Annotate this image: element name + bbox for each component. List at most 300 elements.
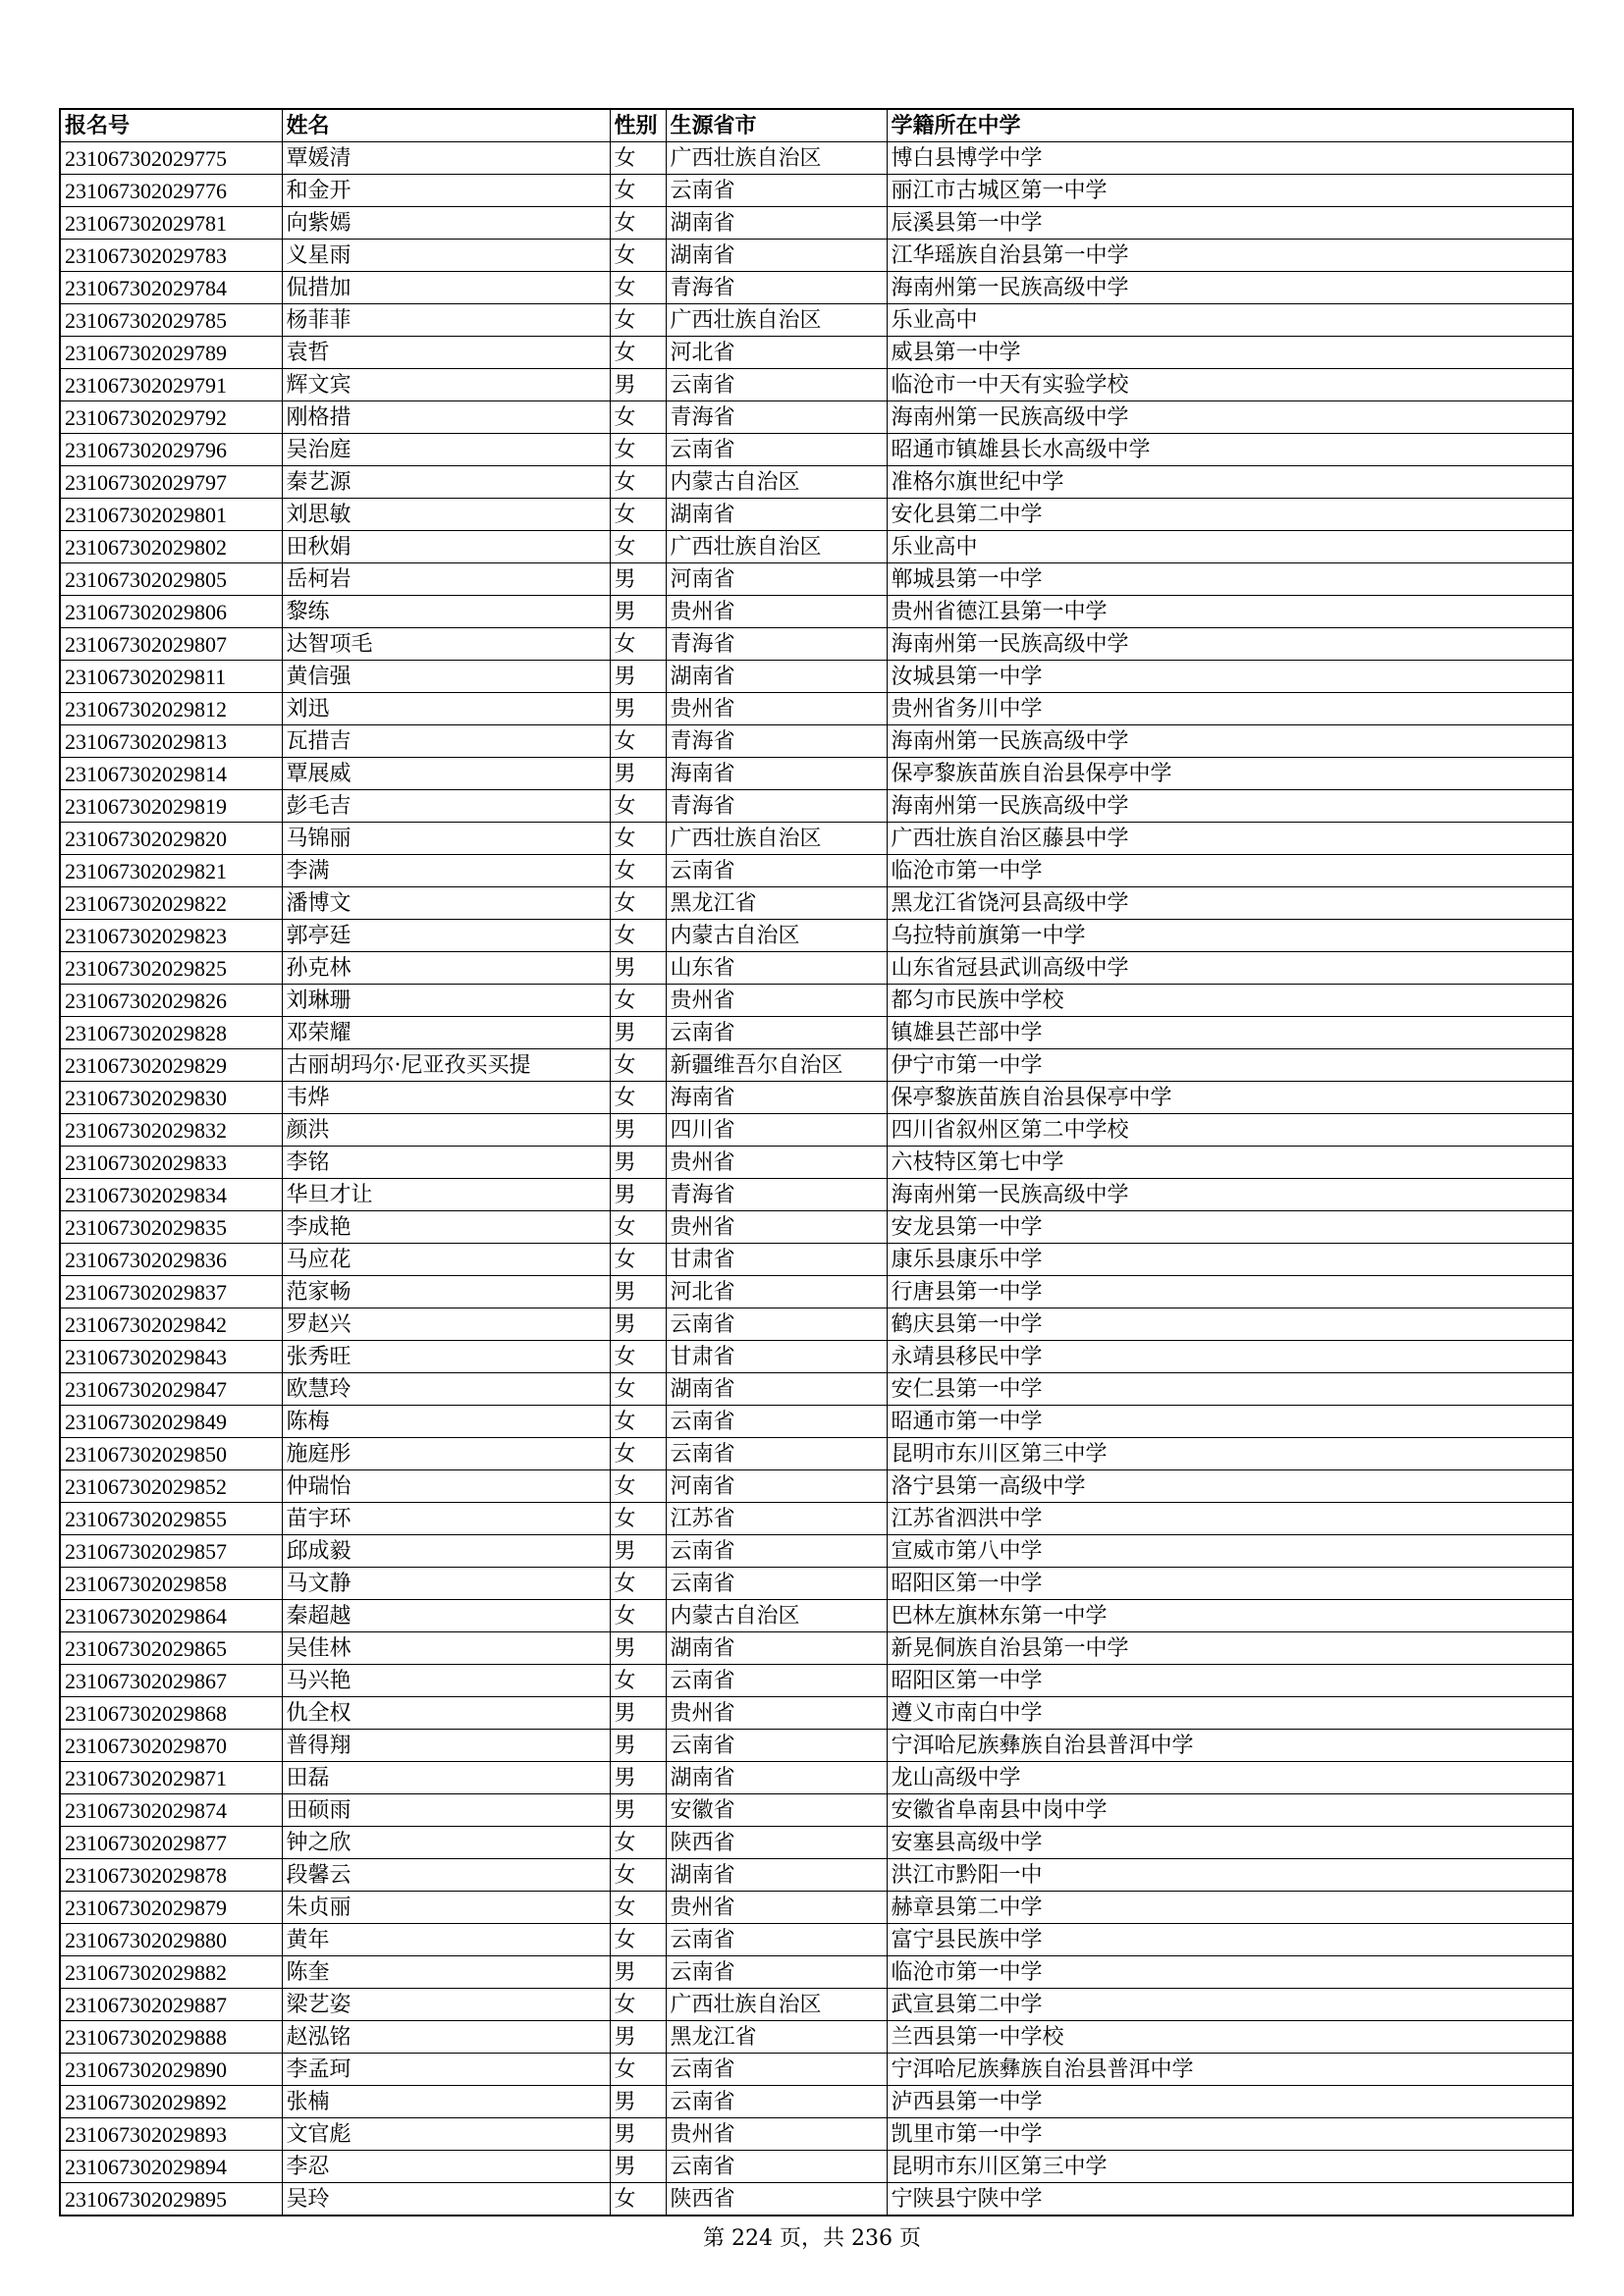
registration-number-cell: 231067302029834 [60,1179,282,1211]
name-cell: 辉文宾 [282,369,610,401]
gender-cell: 男 [610,1179,666,1211]
table-row [60,207,1573,240]
school-cell: 海南州第一民族高级中学 [887,628,1573,661]
name-cell: 岳柯岩 [282,563,610,596]
registration-number-cell: 231067302029880 [60,1924,282,1956]
registration-number-cell: 231067302029837 [60,1276,282,1308]
gender-cell: 男 [610,2118,666,2151]
table-row [60,1308,1573,1341]
school-cell: 泸西县第一中学 [887,2086,1573,2118]
home-province-cell: 青海省 [666,272,887,304]
table-row [60,1762,1573,1794]
name-cell: 和金开 [282,175,610,207]
school-cell: 昆明市东川区第三中学 [887,1438,1573,1470]
registration-number-cell: 231067302029813 [60,725,282,758]
gender-cell: 女 [610,628,666,661]
name-cell: 赵泓铭 [282,2021,610,2054]
home-province-cell: 海南省 [666,758,887,790]
registration-number-cell: 231067302029868 [60,1697,282,1730]
table-row [60,1406,1573,1438]
home-province-cell: 海南省 [666,1082,887,1114]
table-row [60,1568,1573,1600]
home-province-cell: 内蒙古自治区 [666,1600,887,1632]
registration-number-cell: 231067302029893 [60,2118,282,2151]
home-province-cell: 安徽省 [666,1794,887,1827]
table-row [60,1244,1573,1276]
gender-cell: 女 [610,1211,666,1244]
school-cell: 洪江市黔阳一中 [887,1859,1573,1892]
home-province-cell: 青海省 [666,401,887,434]
table-row [60,369,1573,401]
home-province-cell: 云南省 [666,1406,887,1438]
school-cell: 临沧市第一中学 [887,855,1573,887]
gender-cell: 男 [610,952,666,985]
table-row [60,304,1573,337]
school-cell: 安塞县高级中学 [887,1827,1573,1859]
home-province-cell: 贵州省 [666,985,887,1017]
name-cell: 钟之欣 [282,1827,610,1859]
home-province-cell: 江苏省 [666,1503,887,1535]
school-cell: 安仁县第一中学 [887,1373,1573,1406]
admission-list-table [59,108,1574,2216]
gender-cell: 女 [610,725,666,758]
name-cell: 田硕雨 [282,1794,610,1827]
name-cell: 李孟珂 [282,2054,610,2086]
name-cell: 古丽胡玛尔·尼亚孜买买提 [282,1049,610,1082]
gender-cell: 女 [610,1082,666,1114]
home-province-cell: 广西壮族自治区 [666,304,887,337]
name-cell: 欧慧玲 [282,1373,610,1406]
name-cell: 苗宇环 [282,1503,610,1535]
home-province-cell: 甘肃省 [666,1341,887,1373]
home-province-cell: 云南省 [666,2086,887,2118]
home-province-cell: 湖南省 [666,499,887,531]
school-cell: 昭通市第一中学 [887,1406,1573,1438]
school-cell: 海南州第一民族高级中学 [887,401,1573,434]
table-row [60,1632,1573,1665]
home-province-cell: 云南省 [666,1017,887,1049]
table-body [60,142,1573,2216]
registration-number-cell: 231067302029852 [60,1470,282,1503]
table-row [60,1017,1573,1049]
gender-cell: 男 [610,1308,666,1341]
school-cell: 宁洱哈尼族彝族自治县普洱中学 [887,1730,1573,1762]
admission-list-table-wrapper [59,108,1572,2216]
home-province-cell: 广西壮族自治区 [666,1989,887,2021]
column-header-name: 姓名 [282,109,610,142]
registration-number-cell: 231067302029855 [60,1503,282,1535]
home-province-cell: 贵州省 [666,693,887,725]
gender-cell: 女 [610,1892,666,1924]
home-province-cell: 陕西省 [666,1827,887,1859]
registration-number-cell: 231067302029895 [60,2183,282,2216]
registration-number-cell: 231067302029792 [60,401,282,434]
table-row [60,1082,1573,1114]
school-cell: 伊宁市第一中学 [887,1049,1573,1082]
school-cell: 昭阳区第一中学 [887,1568,1573,1600]
name-cell: 吴治庭 [282,434,610,466]
name-cell: 杨菲菲 [282,304,610,337]
page-number-footer: 第 224 页，共 236 页 [703,2226,921,2251]
registration-number-cell: 231067302029829 [60,1049,282,1082]
name-cell: 吴玲 [282,2183,610,2216]
school-cell: 宁洱哈尼族彝族自治县普洱中学 [887,2054,1573,2086]
registration-number-cell: 231067302029776 [60,175,282,207]
school-cell: 贵州省务川中学 [887,693,1573,725]
table-row [60,628,1573,661]
registration-number-cell: 231067302029807 [60,628,282,661]
school-cell: 六枝特区第七中学 [887,1147,1573,1179]
registration-number-cell: 231067302029864 [60,1600,282,1632]
gender-cell: 女 [610,1827,666,1859]
name-cell: 覃媛清 [282,142,610,175]
gender-cell: 女 [610,855,666,887]
table-row [60,1211,1573,1244]
table-row [60,531,1573,563]
school-cell: 昆明市东川区第三中学 [887,2151,1573,2183]
home-province-cell: 云南省 [666,1665,887,1697]
gender-cell: 女 [610,1373,666,1406]
table-row [60,596,1573,628]
gender-cell: 女 [610,466,666,499]
home-province-cell: 云南省 [666,369,887,401]
table-row [60,823,1573,855]
table-row [60,1697,1573,1730]
table-row [60,1503,1573,1535]
home-province-cell: 青海省 [666,1179,887,1211]
school-cell: 安化县第二中学 [887,499,1573,531]
school-cell: 海南州第一民族高级中学 [887,272,1573,304]
name-cell: 陈奎 [282,1956,610,1989]
name-cell: 吴佳林 [282,1632,610,1665]
gender-cell: 女 [610,304,666,337]
home-province-cell: 湖南省 [666,240,887,272]
home-province-cell: 广西壮族自治区 [666,531,887,563]
name-cell: 田秋娟 [282,531,610,563]
gender-cell: 女 [610,920,666,952]
name-cell: 秦艺源 [282,466,610,499]
home-province-cell: 河北省 [666,337,887,369]
gender-cell: 女 [610,142,666,175]
registration-number-cell: 231067302029882 [60,1956,282,1989]
registration-number-cell: 231067302029775 [60,142,282,175]
column-header-home-province: 生源省市 [666,109,887,142]
registration-number-cell: 231067302029812 [60,693,282,725]
name-cell: 彭毛吉 [282,790,610,823]
school-cell: 威县第一中学 [887,337,1573,369]
home-province-cell: 河南省 [666,563,887,596]
gender-cell: 女 [610,790,666,823]
gender-cell: 男 [610,1697,666,1730]
school-cell: 镇雄县芒部中学 [887,1017,1573,1049]
table-row [60,952,1573,985]
registration-number-cell: 231067302029865 [60,1632,282,1665]
registration-number-cell: 231067302029830 [60,1082,282,1114]
school-cell: 永靖县移民中学 [887,1341,1573,1373]
registration-number-cell: 231067302029823 [60,920,282,952]
table-row [60,1114,1573,1147]
school-cell: 保亭黎族苗族自治县保亭中学 [887,1082,1573,1114]
table-row [60,175,1573,207]
gender-cell: 女 [610,1406,666,1438]
table-row [60,1049,1573,1082]
gender-cell: 女 [610,499,666,531]
school-cell: 宣威市第八中学 [887,1535,1573,1568]
table-row [60,1535,1573,1568]
gender-cell: 男 [610,1535,666,1568]
registration-number-cell: 231067302029894 [60,2151,282,2183]
school-cell: 汝城县第一中学 [887,661,1573,693]
school-cell: 安徽省阜南县中岗中学 [887,1794,1573,1827]
registration-number-cell: 231067302029879 [60,1892,282,1924]
gender-cell: 男 [610,563,666,596]
school-cell: 海南州第一民族高级中学 [887,725,1573,758]
home-province-cell: 新疆维吾尔自治区 [666,1049,887,1082]
home-province-cell: 内蒙古自治区 [666,466,887,499]
registration-number-cell: 231067302029789 [60,337,282,369]
school-cell: 临沧市第一中学 [887,1956,1573,1989]
registration-number-cell: 231067302029821 [60,855,282,887]
registration-number-cell: 231067302029890 [60,2054,282,2086]
table-row [60,499,1573,531]
home-province-cell: 云南省 [666,1924,887,1956]
gender-cell: 男 [610,1794,666,1827]
gender-cell: 女 [610,823,666,855]
home-province-cell: 湖南省 [666,1762,887,1794]
school-cell: 准格尔旗世纪中学 [887,466,1573,499]
gender-cell: 女 [610,1568,666,1600]
registration-number-cell: 231067302029833 [60,1147,282,1179]
name-cell: 罗赵兴 [282,1308,610,1341]
name-cell: 仲瑞怡 [282,1470,610,1503]
table-row [60,790,1573,823]
table-row [60,1924,1573,1956]
table-row [60,1341,1573,1373]
table-row [60,2054,1573,2086]
table-row [60,1276,1573,1308]
school-cell: 博白县博学中学 [887,142,1573,175]
table-row [60,1730,1573,1762]
gender-cell: 女 [610,240,666,272]
table-row [60,1373,1573,1406]
gender-cell: 男 [610,2021,666,2054]
registration-number-cell: 231067302029826 [60,985,282,1017]
home-province-cell: 湖南省 [666,1859,887,1892]
gender-cell: 女 [610,985,666,1017]
home-province-cell: 贵州省 [666,2118,887,2151]
gender-cell: 女 [610,337,666,369]
name-cell: 梁艺姿 [282,1989,610,2021]
gender-cell: 女 [610,531,666,563]
registration-number-cell: 231067302029796 [60,434,282,466]
home-province-cell: 湖南省 [666,1373,887,1406]
school-cell: 乐业高中 [887,531,1573,563]
registration-number-cell: 231067302029797 [60,466,282,499]
registration-number-cell: 231067302029811 [60,661,282,693]
table-row [60,2118,1573,2151]
school-cell: 广西壮族自治区藤县中学 [887,823,1573,855]
name-cell: 李铭 [282,1147,610,1179]
home-province-cell: 贵州省 [666,596,887,628]
name-cell: 袁哲 [282,337,610,369]
school-cell: 郸城县第一中学 [887,563,1573,596]
column-header-school: 学籍所在中学 [887,109,1573,142]
registration-number-cell: 231067302029791 [60,369,282,401]
registration-number-cell: 231067302029835 [60,1211,282,1244]
name-cell: 陈梅 [282,1406,610,1438]
registration-number-cell: 231067302029784 [60,272,282,304]
name-cell: 普得翔 [282,1730,610,1762]
home-province-cell: 四川省 [666,1114,887,1147]
registration-number-cell: 231067302029867 [60,1665,282,1697]
name-cell: 达智项毛 [282,628,610,661]
home-province-cell: 云南省 [666,2151,887,2183]
school-cell: 巴林左旗林东第一中学 [887,1600,1573,1632]
home-province-cell: 云南省 [666,1308,887,1341]
school-cell: 黑龙江省饶河县高级中学 [887,887,1573,920]
name-cell: 田磊 [282,1762,610,1794]
table-row [60,855,1573,887]
home-province-cell: 云南省 [666,1438,887,1470]
name-cell: 潘博文 [282,887,610,920]
home-province-cell: 陕西省 [666,2183,887,2216]
home-province-cell: 云南省 [666,1568,887,1600]
school-cell: 鹤庆县第一中学 [887,1308,1573,1341]
table-row [60,2086,1573,2118]
school-cell: 山东省冠县武训高级中学 [887,952,1573,985]
name-cell: 义星雨 [282,240,610,272]
school-cell: 兰西县第一中学校 [887,2021,1573,2054]
table-row [60,1892,1573,1924]
school-cell: 宁陕县宁陕中学 [887,2183,1573,2216]
home-province-cell: 贵州省 [666,1211,887,1244]
table-header-row [60,109,1573,142]
home-province-cell: 黑龙江省 [666,887,887,920]
gender-cell: 男 [610,1762,666,1794]
gender-cell: 女 [610,2183,666,2216]
registration-number-cell: 231067302029820 [60,823,282,855]
gender-cell: 女 [610,1665,666,1697]
gender-cell: 男 [610,2151,666,2183]
gender-cell: 女 [610,1341,666,1373]
registration-number-cell: 231067302029892 [60,2086,282,2118]
name-cell: 朱贞丽 [282,1892,610,1924]
registration-number-cell: 231067302029832 [60,1114,282,1147]
school-cell: 江苏省泗洪中学 [887,1503,1573,1535]
gender-cell: 女 [610,1470,666,1503]
table-row [60,887,1573,920]
school-cell: 赫章县第二中学 [887,1892,1573,1924]
gender-cell: 女 [610,1924,666,1956]
gender-cell: 男 [610,1276,666,1308]
registration-number-cell: 231067302029801 [60,499,282,531]
name-cell: 仇全权 [282,1697,610,1730]
name-cell: 向紫嫣 [282,207,610,240]
home-province-cell: 山东省 [666,952,887,985]
school-cell: 临沧市一中天有实验学校 [887,369,1573,401]
name-cell: 秦超越 [282,1600,610,1632]
school-cell: 富宁县民族中学 [887,1924,1573,1956]
gender-cell: 男 [610,661,666,693]
registration-number-cell: 231067302029802 [60,531,282,563]
registration-number-cell: 231067302029828 [60,1017,282,1049]
name-cell: 刚格措 [282,401,610,434]
school-cell: 遵义市南白中学 [887,1697,1573,1730]
name-cell: 黎练 [282,596,610,628]
name-cell: 张秀旺 [282,1341,610,1373]
gender-cell: 男 [610,1956,666,1989]
name-cell: 马兴艳 [282,1665,610,1697]
name-cell: 张楠 [282,2086,610,2118]
name-cell: 覃展威 [282,758,610,790]
name-cell: 刘思敏 [282,499,610,531]
gender-cell: 女 [610,401,666,434]
table-row [60,563,1573,596]
school-cell: 江华瑶族自治县第一中学 [887,240,1573,272]
registration-number-cell: 231067302029870 [60,1730,282,1762]
name-cell: 马文静 [282,1568,610,1600]
table-row [60,1827,1573,1859]
gender-cell: 男 [610,596,666,628]
school-cell: 安龙县第一中学 [887,1211,1573,1244]
name-cell: 施庭彤 [282,1438,610,1470]
gender-cell: 男 [610,758,666,790]
name-cell: 刘迅 [282,693,610,725]
table-row [60,1470,1573,1503]
table-row [60,1989,1573,2021]
registration-number-cell: 231067302029805 [60,563,282,596]
table-row [60,466,1573,499]
name-cell: 孙克林 [282,952,610,985]
registration-number-cell: 231067302029806 [60,596,282,628]
home-province-cell: 贵州省 [666,1892,887,1924]
table-row [60,337,1573,369]
gender-cell: 男 [610,1632,666,1665]
home-province-cell: 青海省 [666,790,887,823]
home-province-cell: 云南省 [666,175,887,207]
home-province-cell: 云南省 [666,1730,887,1762]
registration-number-cell: 231067302029871 [60,1762,282,1794]
table-row [60,1179,1573,1211]
home-province-cell: 甘肃省 [666,1244,887,1276]
table-row [60,1956,1573,1989]
gender-cell: 女 [610,1600,666,1632]
school-cell: 昭阳区第一中学 [887,1665,1573,1697]
registration-number-cell: 231067302029888 [60,2021,282,2054]
name-cell: 瓦措吉 [282,725,610,758]
home-province-cell: 云南省 [666,1956,887,1989]
table-row [60,1438,1573,1470]
name-cell: 侃措加 [282,272,610,304]
school-cell: 贵州省德江县第一中学 [887,596,1573,628]
home-province-cell: 湖南省 [666,207,887,240]
table-row [60,2021,1573,2054]
gender-cell: 男 [610,2086,666,2118]
name-cell: 文官彪 [282,2118,610,2151]
name-cell: 颜洪 [282,1114,610,1147]
table-row [60,401,1573,434]
registration-number-cell: 231067302029874 [60,1794,282,1827]
school-cell: 丽江市古城区第一中学 [887,175,1573,207]
table-row [60,920,1573,952]
table-row [60,661,1573,693]
registration-number-cell: 231067302029822 [60,887,282,920]
name-cell: 黄信强 [282,661,610,693]
name-cell: 李满 [282,855,610,887]
home-province-cell: 云南省 [666,855,887,887]
table-row [60,1147,1573,1179]
school-cell: 四川省叙州区第二中学校 [887,1114,1573,1147]
